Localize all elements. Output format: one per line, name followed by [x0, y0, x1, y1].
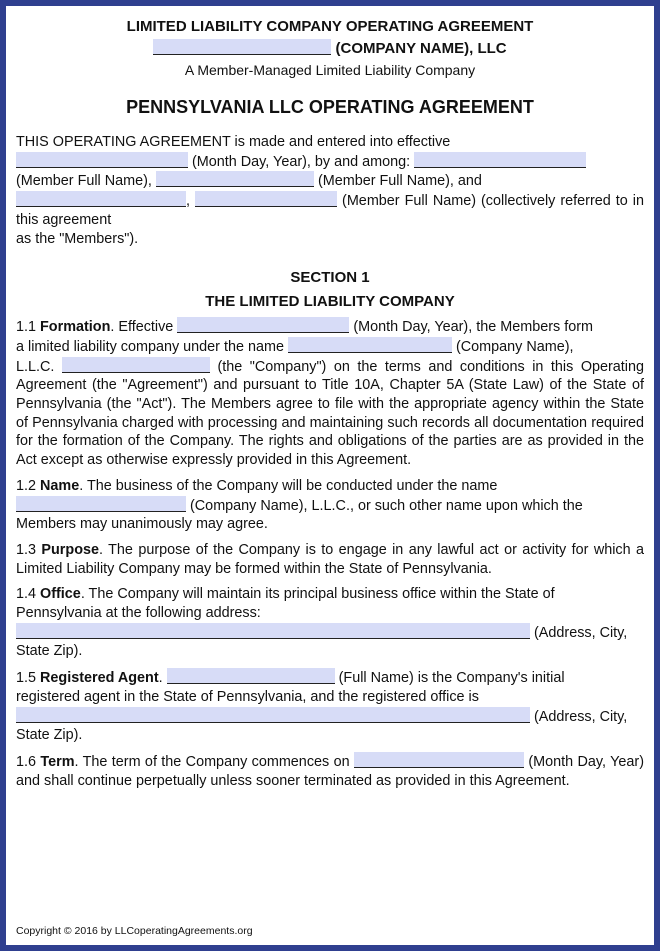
formation-date-field[interactable]	[177, 317, 349, 333]
member-2-field[interactable]	[156, 171, 314, 187]
formation-company-name-field[interactable]	[288, 337, 452, 353]
formation-llc-name-field[interactable]	[62, 357, 210, 373]
clause-heading: Purpose	[41, 541, 99, 558]
clause-text: . The purpose of the Company is to engage in any lawful act or activity for which a Limited Liability Company may be formed within the State of Pennsylvania.	[16, 541, 645, 577]
clause-text: . The Company will maintain its principal business office within the State of	[80, 586, 555, 603]
clause-number: 1.2	[16, 477, 37, 494]
clause-number: 1.6	[16, 753, 37, 770]
company-suffix: (COMPANY NAME), LLC	[335, 40, 507, 57]
clause-heading: Term	[40, 753, 75, 770]
intro-text-4: (Member Full Name), and	[317, 173, 482, 190]
registered-office-field[interactable]	[16, 707, 530, 723]
member-3-field[interactable]	[16, 191, 186, 207]
document-subtitle: A Member-Managed Limited Liability Company	[184, 62, 476, 78]
clause-text: Members may unanimously may agree.	[16, 516, 268, 533]
clause-text: (Company Name),	[455, 338, 574, 355]
business-name-field[interactable]	[16, 496, 186, 512]
clause-text: State Zip).	[16, 643, 83, 660]
clause-1-5	[16, 668, 644, 745]
clause-number: 1.5	[16, 670, 37, 687]
intro-paragraph: THIS OPERATING AGREEMENT is made and entered into effective (Month Day, Year), by and among: (Member Full Name), (Member Full Name), and , (Member Full Name) (collectively referred to in this agreement as the "Members").	[16, 134, 644, 247]
clause-text: (Full Name) is the Company's initial	[338, 670, 565, 687]
member-4-field[interactable]	[195, 191, 337, 207]
clause-text: . The business of the Company will be conducted under the name	[79, 477, 498, 494]
clause-heading: Office	[40, 586, 81, 603]
clause-number: 1.1	[16, 319, 37, 336]
clause-text: .	[158, 670, 163, 687]
clause-text: Pennsylvania at the following address:	[16, 605, 261, 622]
registered-agent-field[interactable]	[167, 668, 335, 684]
clause-text: State Zip).	[16, 727, 83, 744]
clause-text: . Effective	[110, 319, 174, 336]
clause-1-6	[16, 752, 644, 790]
clause-1-2	[16, 477, 644, 534]
clause-number: 1.4	[16, 586, 37, 603]
clause-text: (the "Company") on the terms and conditions in this	[217, 358, 574, 375]
clause-text: L.L.C.	[16, 358, 55, 375]
term-start-date-field[interactable]	[354, 752, 524, 768]
document-page	[6, 6, 654, 945]
member-1-field[interactable]	[414, 152, 586, 168]
office-address-field[interactable]	[16, 623, 530, 639]
clause-text: (Company Name), L.L.C., or such other name upon which the	[190, 497, 583, 514]
document-title: LIMITED LIABILITY COMPANY OPERATING AGREEMENT	[126, 18, 534, 35]
clause-text: . The term of the Company commences on	[74, 753, 350, 770]
copyright-footer: Copyright © 2016 by LLCoperatingAgreements.org	[16, 925, 253, 937]
company-name-line	[16, 39, 644, 57]
main-title: PENNSYLVANIA LLC OPERATING AGREEMENT	[126, 97, 534, 117]
intro-text-3: (Member Full Name),	[16, 173, 152, 190]
clause-text: (Month Day, Year), the Members form	[353, 319, 593, 336]
company-name-field[interactable]	[153, 39, 331, 55]
clause-text: (Address, City,	[534, 708, 628, 725]
clause-1-4	[16, 585, 644, 661]
intro-text-6: as the "Members").	[16, 230, 139, 247]
clause-number: 1.3	[16, 541, 37, 558]
clause-text: Operating Agreement (the "Agreement") and pursuant to Title 10A, Chapter 5A (State Law) of the State of Pennsylvania (the "Act"). The Members agree to file with the appropriate agency within the State of Pennsylvania charged with processing and maintaining such records all documentation required for the formation of the Company. The rights and obligations of the parties are as provided in the Act except as otherwise expressly provided in this Agreement.	[16, 358, 645, 469]
intro-text-2: (Month Day, Year), by and among:	[192, 153, 411, 170]
clause-text: Day, Year) and shall continue perpetually unless sooner terminated as provided in this Agreement.	[16, 753, 645, 789]
clause-text: registered agent in the State of Pennsylvania, and the registered office is	[16, 688, 479, 705]
clause-heading: Registered Agent	[40, 670, 159, 687]
intro-text-5: (Member Full Name) (collectively referred to in this agreement	[16, 193, 644, 228]
intro-text-1: THIS OPERATING AGREEMENT is made and entered into effective	[16, 134, 451, 150]
clause-text: (Address, City,	[534, 624, 628, 641]
clause-heading: Formation	[40, 319, 111, 336]
clause-text: (Month	[528, 753, 574, 770]
section-number: SECTION 1	[290, 269, 370, 287]
section-title: THE LIMITED LIABILITY COMPANY	[205, 293, 455, 311]
clause-1-1	[16, 317, 644, 470]
effective-date-field[interactable]	[16, 152, 188, 168]
clause-text: a limited liability company under the name	[16, 338, 284, 355]
clause-heading: Name	[40, 477, 80, 494]
clause-1-3	[16, 541, 644, 578]
